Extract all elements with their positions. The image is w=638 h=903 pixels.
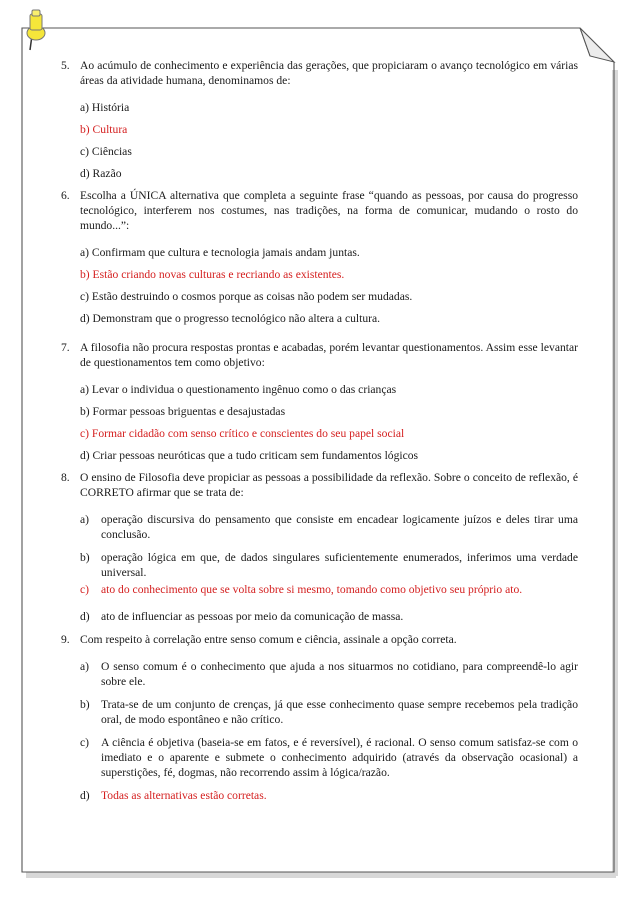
question-number: 8. <box>61 471 70 484</box>
option-letter: d) <box>80 610 90 623</box>
option-text: ato de influenciar as pessoas por meio da comunicação de massa. <box>101 610 404 623</box>
option-letter: c) <box>80 583 90 596</box>
option-c[interactable] <box>56 582 578 597</box>
option-a[interactable] <box>56 512 578 542</box>
option-b[interactable]: b) Formar pessoas briguentas e desajustadas <box>80 405 286 418</box>
option-b[interactable] <box>56 550 578 580</box>
options-5 <box>56 100 578 181</box>
options-9 <box>56 659 578 803</box>
option-a[interactable]: a) Confirmam que cultura e tecnologia jamais andam juntas. <box>80 246 360 259</box>
option-d[interactable]: d) Demonstram que o progresso tecnológico não altera a cultura. <box>80 312 381 325</box>
option-text: Trata-se de um conjunto de crenças, já que esse conhecimento quase sempre recebemos pela tradição oral, de modo espontâneo e não crítico. <box>101 698 578 726</box>
option-d[interactable]: d) Criar pessoas neuróticas que a tudo criticam sem fundamentos lógicos <box>80 449 419 462</box>
question-number: 7. <box>61 341 70 354</box>
option-text: operação lógica em que, de dados singulares suficientemente enumerados, inferimos uma verdade universal. <box>101 551 578 579</box>
option-a[interactable] <box>56 659 578 689</box>
question-text: Ao acúmulo de conhecimento e experiência das gerações, que propiciaram o avanço tecnológico em várias áreas da atividade humana, denominamos de: <box>80 59 578 87</box>
question-text: O ensino de Filosofia deve propiciar as pessoas a possibilidade da reflexão. Sobre o conceito de reflexão, é CORRETO afirmar que se trata de: <box>80 471 578 499</box>
question-6 <box>56 188 578 233</box>
option-letter: a) <box>80 513 90 526</box>
option-a[interactable]: a) Levar o individua o questionamento ingênuo como o das crianças <box>80 383 397 396</box>
question-8 <box>56 470 578 500</box>
option-text: A ciência é objetiva (baseia-se em fatos, e é reversível), é racional. O senso comum satisfaz-se com o imediato e o aparente e submete o conhecimento adquirido (através da observação ocasional) a superstições, fé, dogmas, não recorrendo assim à lógica/razão. <box>101 736 578 779</box>
option-c[interactable]: c) Formar cidadão com senso crítico e conscientes do seu papel social <box>80 427 405 440</box>
question-number: 9. <box>61 633 70 646</box>
question-text: A filosofia não procura respostas prontas e acabadas, porém levantar questionamentos. Assim esse levantar de questionamentos tem como objetivo: <box>80 341 578 369</box>
option-c[interactable] <box>56 735 578 780</box>
question-text: Escolha a ÚNICA alternativa que completa a seguinte frase “quando as pessoas, por causa do progresso tecnológico, interferem nos costumes, nas tradições, na forma de comunicar, mudando o rosto do mundo...”: <box>80 189 578 232</box>
question-number: 6. <box>61 189 70 202</box>
options-6 <box>56 245 578 326</box>
question-7 <box>56 340 578 370</box>
question-number: 5. <box>61 59 70 72</box>
option-text: operação discursiva do pensamento que consiste em encadear logicamente juízos e deles tirar uma conclusão. <box>101 513 578 541</box>
option-letter: b) <box>80 698 90 711</box>
option-c[interactable]: c) Ciências <box>80 145 132 158</box>
question-list <box>56 58 578 811</box>
option-b[interactable]: b) Estão criando novas culturas e recriando as existentes. <box>80 268 345 281</box>
question-text: Com respeito à correlação entre senso comum e ciência, assinale a opção correta. <box>80 633 457 646</box>
option-c[interactable]: c) Estão destruindo o cosmos porque as coisas não podem ser mudadas. <box>80 290 413 303</box>
options-7 <box>56 382 578 463</box>
option-text: O senso comum é o conhecimento que ajuda a nos situarmos no cotidiano, para compreendê-lo agir sobre ele. <box>101 660 578 688</box>
option-letter: c) <box>80 736 90 749</box>
option-letter: b) <box>80 551 90 564</box>
option-d[interactable] <box>56 609 578 624</box>
question-9 <box>56 632 578 647</box>
option-text: ato do conhecimento que se volta sobre si mesmo, tomando como objetivo seu próprio ato. <box>101 583 523 596</box>
options-8 <box>56 512 578 624</box>
option-b[interactable] <box>56 697 578 727</box>
option-d[interactable]: d) Razão <box>80 167 122 180</box>
question-5 <box>56 58 578 88</box>
option-letter: a) <box>80 660 90 673</box>
option-a[interactable]: a) História <box>80 101 130 114</box>
option-letter: d) <box>80 789 90 802</box>
option-d[interactable] <box>56 788 578 803</box>
option-text: Todas as alternativas estão corretas. <box>101 789 267 802</box>
option-b[interactable]: b) Cultura <box>80 123 128 136</box>
pushpin-icon <box>27 10 45 50</box>
